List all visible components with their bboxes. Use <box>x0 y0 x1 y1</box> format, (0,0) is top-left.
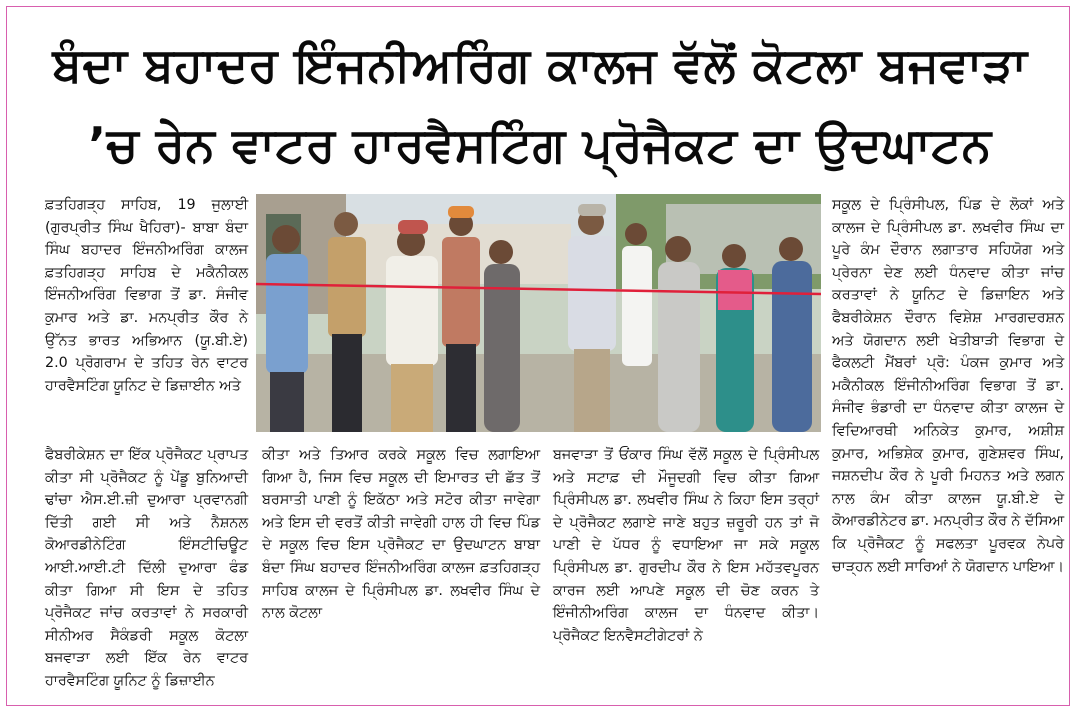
paragraph: ਸਕੂਲ ਦੇ ਪ੍ਰਿੰਸੀਪਲ, ਪਿੰਡ ਦੇ ਲੋਕਾਂ ਅਤੇ ਕਾਲਜ ਦੇ ਪ੍ਰਿੰਸੀਪਲ ਡਾ. ਲਖਵੀਰ ਸਿੰਘ ਦਾ ਪੂਰੇ ਕੰਮ ਦੌਰਾਨ ਲਗਾਤਾਰ ਸਹਿਯੋਗ ਅਤੇ ਪ੍ਰੇਰਨਾ ਦੇਣ ਲਈ ਧੰਨਵਾਦ ਕੀਤਾ ਜਾਂਚ ਕਰਤਾਵਾਂ ਨੇ ਯੂਨਿਟ ਦੇ ਡਿਜ਼ਾਇਨ ਅਤੇ ਫੈਬਰੀਕੇਸ਼ਨ ਦੌਰਾਨ ਵਿਸ਼ੇਸ਼ ਮਾਰਗਦਰਸ਼ਨ ਅਤੇ ਯੋਗਦਾਨ ਲਈ ਖੇਤੀਬਾੜੀ ਵਿਭਾਗ ਦੇ ਫੈਕਲਟੀ ਮੈਂਬਰਾਂ ਪ੍ਰੋ: ਪੰਕਜ ਕੁਮਾਰ ਅਤੇ ਮਕੈਨੀਕਲ ਇੰਜੀਨੀਅਰਿੰਗ ਵਿਭਾਗ ਤੋਂ ਡਾ. ਸੰਜੀਵ ਭੰਡਾਰੀ ਦਾ ਧੰਨਵਾਦ ਕੀਤਾ ਕਾਲਜ ਦੇ ਵਿਦਿਆਰਥੀ ਅਨਿਕੇਤ ਕੁਮਾਰ, ਅਸ਼ੀਸ਼ ਕੁਮਾਰ, ਅਭਿਸ਼ੇਕ ਕੁਮਾਰ, ਗੁਣੇਸ਼ਵਰ ਸਿੰਘ, ਜਸ਼ਨਦੀਪ ਕੌਰ ਨੇ ਪੂਰੀ ਮਿਹਨਤ ਅਤੇ ਲਗਨ ਨਾਲ ਕੰਮ ਕੀਤਾ ਕਾਲਜ ਯੂ.ਬੀ.ਏ ਦੇ ਕੋਆਰਡੀਨੇਟਰ ਡਾ. ਮਨਪ੍ਰੀਤ ਕੌਰ ਨੇ ਦੱਸਿਆ ਕਿ ਪ੍ਰੋਜੈਕਟ ਨੂੰ ਸਫਲਤਾ ਪੂਰਵਕ ਨੇਪਰੇ ਚਾੜ੍ਹਨ ਲਈ ਸਾਰਿਆਂ ਨੇ ਯੋਗਦਾਨ ਪਾਇਆ। <box>832 197 1064 575</box>
paragraph: ਫ਼ਤਹਿਗੜ੍ਹ ਸਾਹਿਬ, 19 ਜੁਲਾਈ (ਗੁਰਪ੍ਰੀਤ ਸਿੰਘ ਖੈਹਿਰਾ)- ਬਾਬਾ ਬੰਦਾ ਸਿੰਘ ਬਹਾਦਰ ਇੰਜਨੀਅਰਿੰਗ ਕਾਲਜ ਫ਼ਤਹਿਗੜ੍ਹ ਸਾਹਿਬ ਦੇ ਮਕੈਨੀਕਲ ਇੰਜਨੀਅਰਿੰਗ ਵਿਭਾਗ ਤੋਂ ਡਾ. ਸੰਜੀਵ ਕੁਮਾਰ ਅਤੇ ਡਾ. ਮਨਪ੍ਰੀਤ ਕੌਰ ਨੇ ਉੱਨਤ ਭਾਰਤ ਅਭਿਆਨ (ਯੂ.ਬੀ.ਏ) 2.0 ਪ੍ਰੋਗਰਾਮ ਦੇ ਤਹਿਤ ਰੇਨ ਵਾਟਰ ਹਾਰਵੈਸਟਿੰਗ ਯੂਨਿਟ ਦੇ ਡਿਜ਼ਾਈਨ ਅਤੇ <box>45 197 248 394</box>
article-column-1-top <box>45 194 248 397</box>
article-column-3 <box>553 444 819 647</box>
headline-line-2: ’ਚ ਰੇਨ ਵਾਟਰ ਹਾਰਵੈਸਟਿੰਗ ਪ੍ਰੋਜੈਕਟ ਦਾ ਉਦਘਾਟਨ <box>88 118 992 173</box>
article-column-2 <box>262 444 540 625</box>
ribbon-cutting-photo <box>256 194 821 432</box>
paragraph: ਬਜਵਾੜਾ ਤੋਂ ਓਂਕਾਰ ਸਿੰਘ ਵੱਲੋਂ ਸਕੂਲ ਦੇ ਪ੍ਰਿੰਸੀਪਲ ਅਤੇ ਸਟਾਫ਼ ਦੀ ਮੌਜੂਦਗੀ ਵਿਚ ਕੀਤਾ ਗਿਆ ਪ੍ਰਿੰਸੀਪਲ ਡਾ. ਲਖਵੀਰ ਸਿੰਘ ਨੇ ਕਿਹਾ ਇਸ ਤਰ੍ਹਾਂ ਦੇ ਪ੍ਰੋਜੈਕਟ ਲਗਾਏ ਜਾਣੇ ਬਹੁਤ ਜ਼ਰੂਰੀ ਹਨ ਤਾਂ ਜੋ ਪਾਣੀ ਦੇ ਪੱਧਰ ਨੂੰ ਵਧਾਇਆ ਜਾ ਸਕੇ ਸਕੂਲ ਪ੍ਰਿੰਸੀਪਲ ਡਾ. ਗੁਰਦੀਪ ਕੌਰ ਨੇ ਇਸ ਮਹੱਤਵਪੂਰਨ ਕਾਰਜ ਲਈ ਆਪਣੇ ਸਕੂਲ ਦੀ ਚੋਣ ਕਰਨ ਤੇ ਇੰਜੀਨੀਅਰਿੰਗ ਕਾਲਜ ਦਾ ਧੰਨਵਾਦ ਕੀਤਾ। ਪ੍ਰੋਜੈਕਟ ਇਨਵੈਸਟੀਗੇਟਰਾਂ ਨੇ <box>553 447 819 644</box>
article-column-4 <box>832 194 1064 578</box>
headline-line-1: ਬੰਦਾ ਬਹਾਦਰ ਇੰਜਨੀਅਰਿੰਗ ਕਾਲਜ ਵੱਲੋਂ ਕੋਟਲਾ ਬਜਵਾੜਾ <box>52 38 1028 93</box>
paragraph: ਕੀਤਾ ਅਤੇ ਤਿਆਰ ਕਰਕੇ ਸਕੂਲ ਵਿਚ ਲਗਾਇਆ ਗਿਆ ਹੈ, ਜਿਸ ਵਿਚ ਸਕੂਲ ਦੀ ਇਮਾਰਤ ਦੀ ਛੱਤ ਤੋਂ ਬਰਸਾਤੀ ਪਾਣੀ ਨੂੰ ਇਕੱਠਾ ਅਤੇ ਸਟੋਰ ਕੀਤਾ ਜਾਵੇਗਾ ਅਤੇ ਇਸ ਦੀ ਵਰਤੋਂ ਕੀਤੀ ਜਾਵੇਗੀ ਹਾਲ ਹੀ ਵਿਚ ਪਿੰਡ ਦੇ ਸਕੂਲ ਵਿਚ ਇਸ ਪ੍ਰੋਜੈਕਟ ਦਾ ਉਦਘਾਟਨ ਬਾਬਾ ਬੰਦਾ ਸਿੰਘ ਬਹਾਦਰ ਇੰਜਨੀਅਰਿੰਗ ਕਾਲਜ ਫ਼ਤਹਿਗੜ੍ਹ ਸਾਹਿਬ ਕਾਲਜ ਦੇ ਪ੍ਰਿੰਸੀਪਲ ਡਾ. ਲਖਵੀਰ ਸਿੰਘ ਦੇ ਨਾਲ ਕੋਟਲਾ <box>262 447 540 622</box>
photo-illustration <box>256 194 821 432</box>
article-column-1-bottom <box>45 444 248 693</box>
paragraph: ਫੈਬਰੀਕੇਸ਼ਨ ਦਾ ਇੱਕ ਪ੍ਰੋਜੈਕਟ ਪ੍ਰਾਪਤ ਕੀਤਾ ਸੀ ਪ੍ਰੋਜੈਕਟ ਨੂੰ ਪੇਂਡੂ ਬੁਨਿਆਦੀ ਢਾਂਚਾ ਐਸ.ਈ.ਜ਼ੀ ਦੁਆਰਾ ਪ੍ਰਵਾਨਗੀ ਦਿੱਤੀ ਗਈ ਸੀ ਅਤੇ ਨੈਸ਼ਨਲ ਕੋਆਰਡੀਨੇਟਿੰਗ ਇੰਸਟੀਚਿਊਟ ਆਈ.ਆਈ.ਟੀ ਦਿੱਲੀ ਦੁਆਰਾ ਫੰਡ ਕੀਤਾ ਗਿਆ ਸੀ ਇਸ ਦੇ ਤਹਿਤ ਪ੍ਰੋਜੈਕਟ ਜਾਂਚ ਕਰਤਾਵਾਂ ਨੇ ਸਰਕਾਰੀ ਸੀਨੀਅਰ ਸੈਕੰਡਰੀ ਸਕੂਲ ਕੋਟਲਾ ਬਜਵਾੜਾ ਲਈ ਇੱਕ ਰੇਨ ਵਾਟਰ ਹਾਰਵੈਸਟਿੰਗ ਯੂਨਿਟ ਨੂੰ ਡਿਜ਼ਾਈਨ <box>45 447 248 689</box>
